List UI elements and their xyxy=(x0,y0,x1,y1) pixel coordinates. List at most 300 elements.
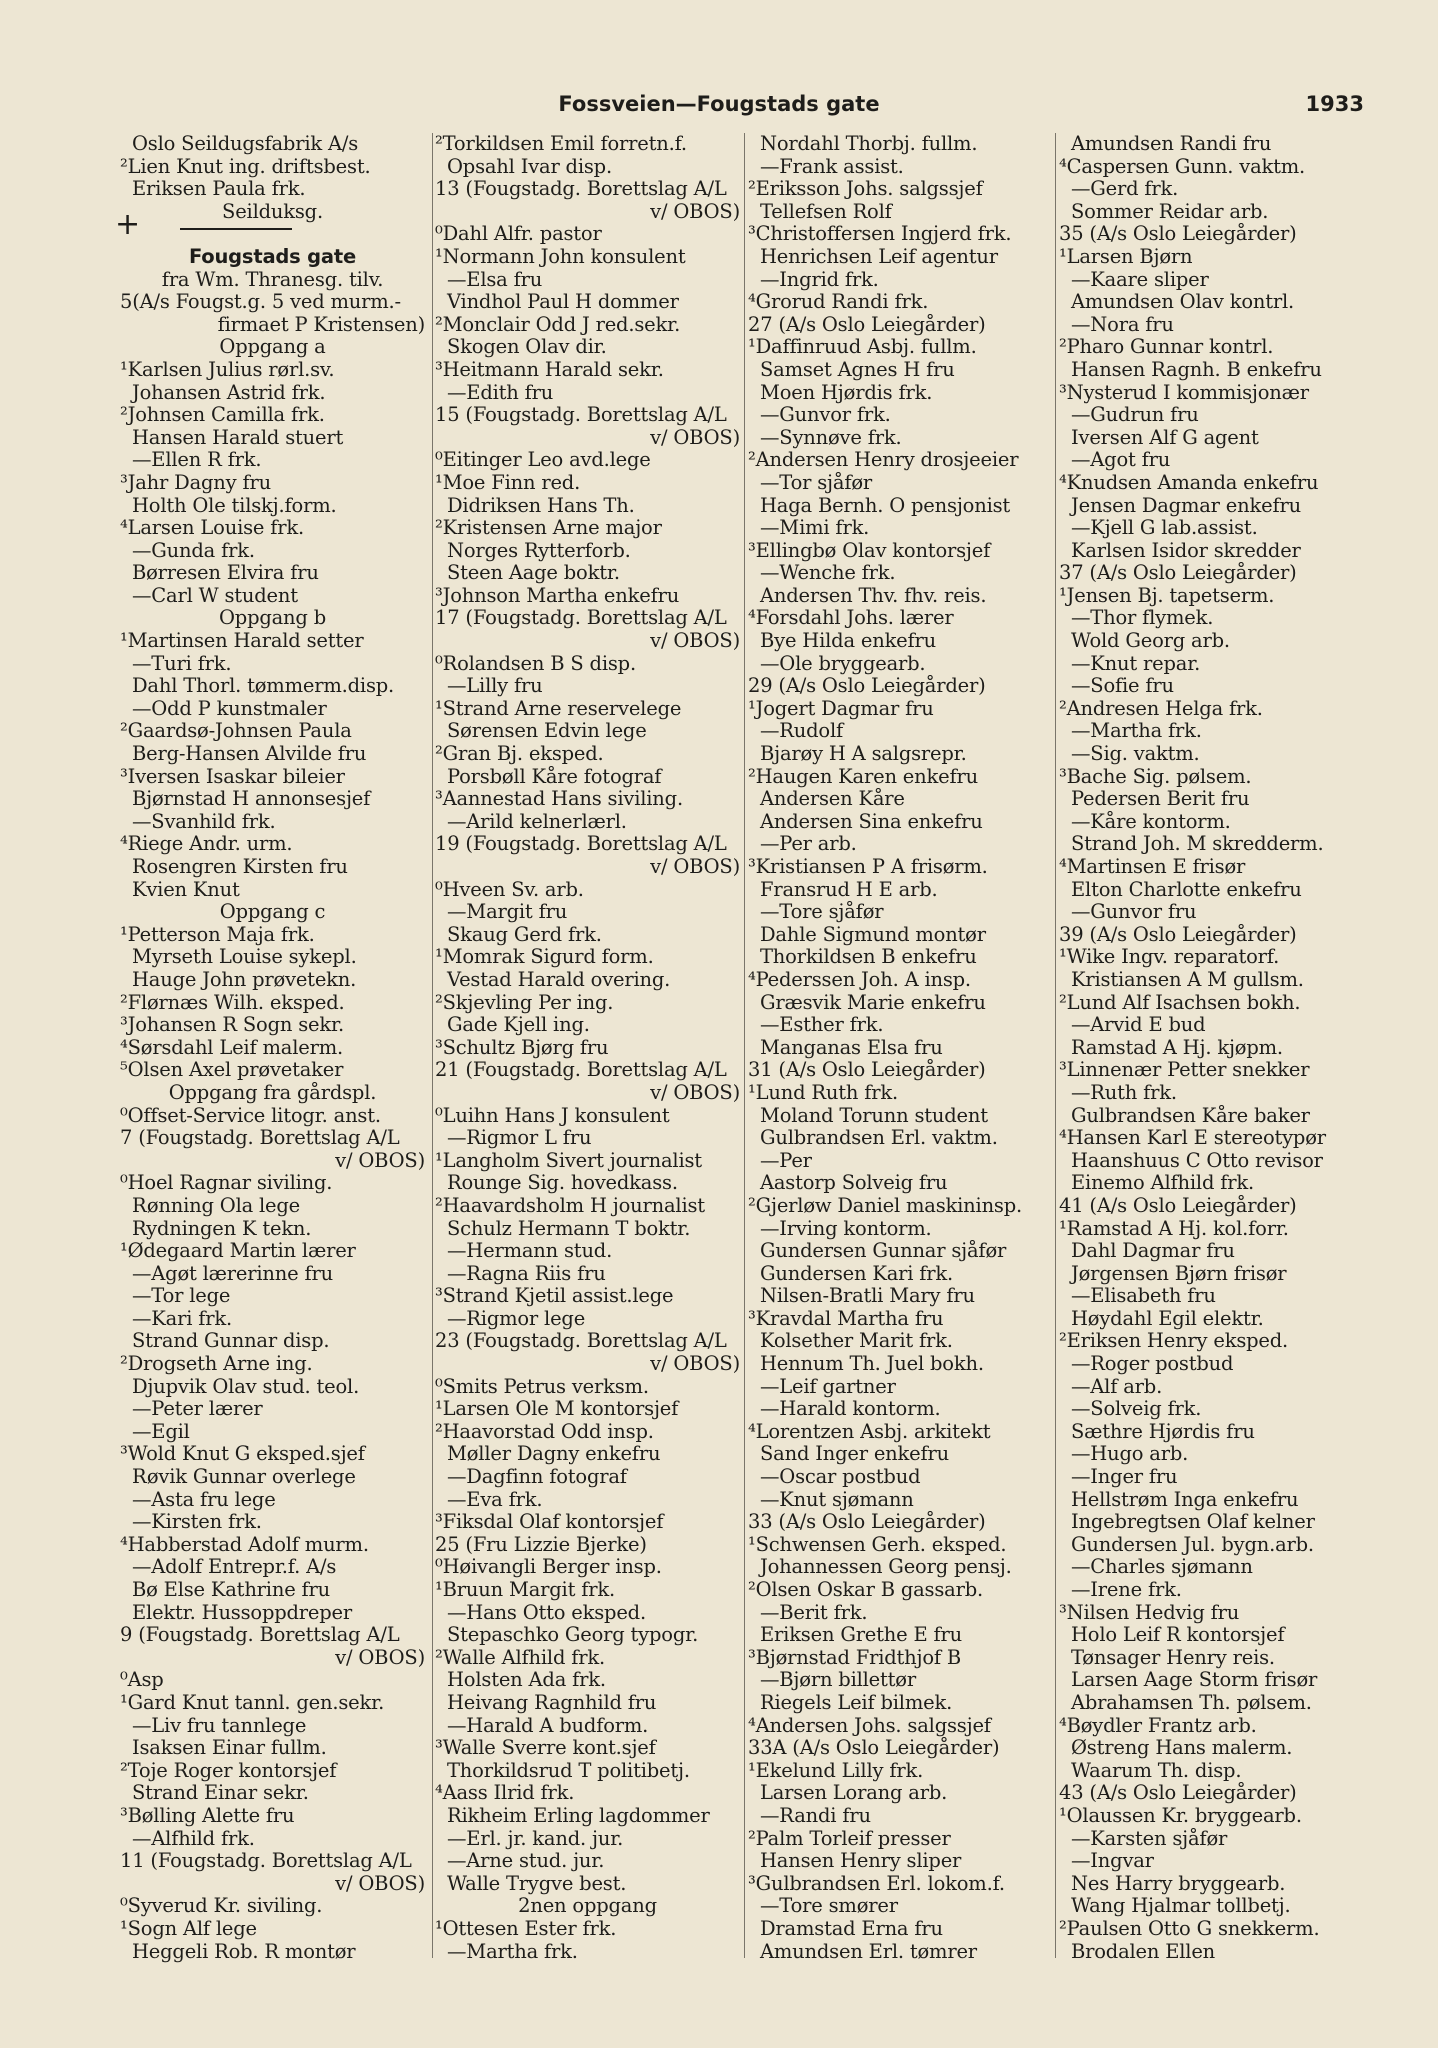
directory-entry: —Martha frk. xyxy=(1071,720,1202,743)
directory-entry: —Ingvar xyxy=(1071,1850,1154,1873)
directory-entry: Gade Kjell ing. xyxy=(447,1014,590,1037)
directory-entry: ³Fiksdal Olaf kontorsjef xyxy=(435,1511,664,1534)
directory-entry: —Martha frk. xyxy=(447,1940,578,1963)
directory-entry: —Per arb. xyxy=(760,833,857,856)
directory-entry: —Rudolf xyxy=(760,720,844,743)
directory-entry: —Charles sjømann xyxy=(1071,1556,1253,1579)
directory-entry: —Mimi frk. xyxy=(760,517,870,540)
directory-entry: 17 (Fougstadg. Borettslag A/L xyxy=(435,607,727,630)
directory-entry: ²Johnsen Camilla frk. xyxy=(120,404,325,427)
directory-entry: Wold Georg arb. xyxy=(1071,630,1230,653)
directory-entry: Kristiansen A M gullsm. xyxy=(1071,968,1304,991)
directory-entry: ⁰Hoel Ragnar siviling. xyxy=(120,1172,333,1195)
directory-entry: Haga Bernh. O pensjonist xyxy=(760,494,1011,517)
directory-entry: ³Johnson Martha enkefru xyxy=(435,584,680,607)
directory-entry: Strand Gunnar disp. xyxy=(132,1330,330,1353)
directory-entry: Hellstrøm Inga enkefru xyxy=(1071,1488,1299,1511)
directory-entry: ⁰Dahl Alfr. pastor xyxy=(435,223,602,246)
directory-entry: —Svanhild frk. xyxy=(132,810,276,833)
directory-entry: ⁴Andersen Johs. salgssjef xyxy=(748,1714,991,1737)
directory-entry: ⁴Knudsen Amanda enkefru xyxy=(1059,471,1319,494)
directory-entry: Pedersen Berit fru xyxy=(1071,788,1250,811)
directory-entry: 37 (A/s Oslo Leiegårder) xyxy=(1059,562,1297,585)
directory-entry: Bø Else Kathrine fru xyxy=(132,1579,331,1601)
directory-entry: Røvik Gunnar overlege xyxy=(132,1466,356,1489)
directory-entry: ⁴Riege Andr. urm. xyxy=(120,833,293,856)
directory-entry: ²Kristensen Arne major xyxy=(435,517,662,540)
directory-entry: —Turi frk. xyxy=(132,652,232,675)
directory-entry: Moen Hjørdis frk. xyxy=(760,381,933,404)
directory-entry: v/ OBOS) xyxy=(650,1353,740,1376)
directory-entry: ²Haavorstad Odd insp. xyxy=(435,1420,654,1443)
directory-entry: ³Gulbrandsen Erl. lokom.f. xyxy=(748,1872,1005,1895)
directory-entry: Manganas Elsa fru xyxy=(760,1036,943,1059)
directory-entry: ¹Bruun Margit frk. xyxy=(435,1579,615,1601)
directory-entry: —Gudrun fru xyxy=(1071,404,1199,427)
directory-entry: Tønsager Henry reis. xyxy=(1071,1646,1275,1669)
directory-entry: Rosengren Kirsten fru xyxy=(132,856,348,878)
directory-entry: ¹Larsen Ole M kontorsjef xyxy=(435,1398,679,1421)
directory-column-2 xyxy=(435,133,740,1963)
directory-entry: —Gerd frk. xyxy=(1071,178,1179,201)
directory-entry: —Berit frk. xyxy=(760,1601,868,1624)
directory-entry: Thorkildsen B enkefru xyxy=(760,946,977,969)
directory-entry: ⁴Sørsdahl Leif malerm. xyxy=(120,1036,343,1059)
directory-entry: —Knut repar. xyxy=(1071,652,1201,675)
directory-entry: —Ingrid frk. xyxy=(760,268,879,291)
directory-entry: ³Strand Kjetil assist.lege xyxy=(435,1285,674,1308)
directory-entry: Larsen Aage Storm frisør xyxy=(1071,1669,1318,1692)
directory-entry: —Irving kontorm. xyxy=(760,1217,932,1240)
directory-entry: ³Aannestad Hans siviling. xyxy=(435,788,683,811)
directory-entry: ¹Martinsen Harald setter xyxy=(120,630,364,653)
directory-entry: ⁰Rolandsen B S disp. xyxy=(435,652,636,675)
directory-entry: ¹Gard Knut tannl. gen.sekr. xyxy=(120,1691,385,1714)
directory-column-1 xyxy=(120,133,425,1963)
directory-entry: Iversen Alf G agent xyxy=(1071,426,1259,449)
section-heading: Fougstads gate xyxy=(188,245,357,268)
directory-entry: v/ OBOS) xyxy=(650,426,740,449)
directory-entry: ³Bache Sig. pølsem. xyxy=(1059,765,1252,788)
directory-entry: Rønning Ola lege xyxy=(132,1194,301,1217)
directory-entry: ⁴Caspersen Gunn. vaktm. xyxy=(1059,155,1306,178)
directory-entry: Hansen Harald stuert xyxy=(132,426,344,449)
directory-entry: —Hermann stud. xyxy=(447,1240,613,1263)
directory-entry: Dahle Sigmund montør xyxy=(760,923,986,946)
directory-entry: Fransrud H E arb. xyxy=(760,878,938,901)
directory-entry: ³Johansen R Sogn sekr. xyxy=(120,1014,344,1037)
directory-entry: Kvien Knut xyxy=(132,878,240,901)
directory-entry: ¹Normann John konsulent xyxy=(435,245,686,268)
directory-entry: —Erl. jr. kand. jur. xyxy=(447,1827,624,1850)
directory-entry: Johannessen Georg pensj. xyxy=(760,1556,1012,1579)
directory-entry: ⁵Olsen Axel prøvetaker xyxy=(120,1059,344,1082)
directory-entry: ²Lund Alf Isachsen bokh. xyxy=(1059,991,1301,1014)
column-divider xyxy=(1055,133,1056,1958)
directory-entry: ³Bjørnstad Fridthjof B xyxy=(748,1646,962,1669)
directory-entry: —Synnøve frk. xyxy=(760,426,902,449)
directory-entry: Norges Rytterforb. xyxy=(447,539,631,562)
directory-entry: Schulz Hermann T boktr. xyxy=(447,1217,691,1240)
directory-entry: —Irene frk. xyxy=(1071,1579,1182,1601)
directory-entry: —Ellen R frk. xyxy=(132,449,262,472)
directory-entry: Vindhol Paul H dommer xyxy=(447,291,679,314)
directory-entry: Gundersen Kari frk. xyxy=(760,1262,954,1285)
directory-entry: Gulbrandsen Erl. vaktm. xyxy=(760,1127,998,1150)
directory-entry: 5(A/s Fougst.g. 5 ved murm.- xyxy=(120,291,401,314)
directory-entry: 11 (Fougstadg. Borettslag A/L xyxy=(120,1850,412,1873)
directory-entry: ²Gjerløw Daniel maskininsp. xyxy=(748,1194,1023,1217)
directory-entry: Karlsen Isidor skredder xyxy=(1071,539,1301,562)
directory-entry: Ramstad A Hj. kjøpm. xyxy=(1071,1036,1283,1059)
directory-entry: —Agot fru xyxy=(1071,449,1171,472)
directory-entry: Kolsether Marit frk. xyxy=(760,1330,953,1353)
directory-entry: —Nora fru xyxy=(1071,313,1174,336)
directory-entry: Waarum Th. disp. xyxy=(1071,1759,1242,1782)
directory-entry: ⁴Hansen Karl E stereotypør xyxy=(1059,1127,1326,1150)
directory-entry: —Arvid E bud xyxy=(1071,1014,1206,1037)
directory-entry: ⁴Larsen Louise frk. xyxy=(120,517,305,540)
directory-entry: —Roger postbud xyxy=(1071,1353,1234,1376)
directory-entry: —Ole bryggearb. xyxy=(760,652,926,675)
directory-entry: Andersen Sina enkefru xyxy=(760,810,983,833)
directory-entry: ²Skjevling Per ing. xyxy=(435,991,614,1014)
directory-entry: Skaug Gerd frk. xyxy=(447,923,602,946)
directory-entry: ¹Ødegaard Martin lærer xyxy=(120,1240,356,1263)
directory-entry: —Kaare sliper xyxy=(1071,268,1209,291)
directory-entry: ¹Ottesen Ester frk. xyxy=(435,1917,617,1940)
directory-entry: Berg-Hansen Alvilde fru xyxy=(132,743,367,766)
directory-entry: ³Nysterud I kommisjonær xyxy=(1059,381,1309,404)
directory-entry: ⁴Forsdahl Johs. lærer xyxy=(748,607,954,630)
directory-entry: ²Gaardsø-Johnsen Paula xyxy=(120,720,352,743)
column-divider xyxy=(432,133,433,1958)
directory-entry: Thorkildsrud T politibetj. xyxy=(447,1759,690,1782)
directory-entry: ¹Strand Arne reservelege xyxy=(435,697,682,720)
directory-entry: Brodalen Ellen xyxy=(1071,1940,1216,1963)
directory-entry: ³Bølling Alette fru xyxy=(120,1804,295,1827)
directory-entry: —Carl W student xyxy=(132,584,298,607)
directory-entry: —Sofie fru xyxy=(1071,675,1174,698)
directory-entry: Elektr. Hussoppdreper xyxy=(132,1601,353,1624)
directory-entry: ¹Wike Ingv. reparatorf. xyxy=(1059,946,1280,969)
directory-entry: Oppgang b xyxy=(219,607,326,630)
directory-entry: 39 (A/s Oslo Leiegårder) xyxy=(1059,923,1297,946)
directory-entry: ²Haugen Karen enkefru xyxy=(748,765,978,788)
directory-entry: —Tor sjåfør xyxy=(760,471,873,494)
directory-entry: 25 (Fru Lizzie Bjerke) xyxy=(435,1533,647,1556)
directory-entry: ¹Ramstad A Hj. kol.forr. xyxy=(1059,1217,1289,1240)
directory-entry: Aastorp Solveig fru xyxy=(760,1172,948,1195)
directory-entry: —Ragna Riis fru xyxy=(447,1262,606,1285)
directory-entry: Larsen Lorang arb. xyxy=(760,1782,948,1805)
directory-entry: Stepaschko Georg typogr. xyxy=(447,1624,699,1647)
directory-entry: Oslo Seildugsfabrik A/s xyxy=(132,133,359,155)
directory-entry: —Harald A budform. xyxy=(447,1714,649,1737)
directory-entry: —Harald kontorm. xyxy=(760,1398,941,1421)
directory-entry: ¹Lund Ruth frk. xyxy=(748,1081,898,1104)
directory-entry: Myrseth Louise sykepl. xyxy=(132,946,357,969)
directory-entry: —Alf arb. xyxy=(1071,1375,1163,1398)
directory-entry: —Knut sjømann xyxy=(760,1488,914,1511)
directory-entry: ¹Sogn Alf lege xyxy=(120,1917,257,1940)
directory-entry: ⁴Lorentzen Asbj. arkitekt xyxy=(748,1420,991,1443)
directory-entry: Abrahamsen Th. pølsem. xyxy=(1071,1691,1312,1714)
directory-entry: Amundsen Randi fru xyxy=(1071,133,1272,155)
directory-entry: Græsvik Marie enkefru xyxy=(760,991,986,1014)
directory-entry: Ingebregtsen Olaf kelner xyxy=(1071,1511,1315,1534)
directory-entry: Hansen Henry sliper xyxy=(760,1850,962,1873)
directory-entry: —Margit fru xyxy=(447,901,568,924)
directory-entry: Holth Ole tilskj.form. xyxy=(132,494,337,517)
directory-entry: Heggeli Rob. R montør xyxy=(132,1940,356,1963)
directory-entry: ²Andersen Henry drosjeeier xyxy=(748,449,1019,472)
directory-entry: fra Wm. Thranesg. tilv. xyxy=(161,268,384,291)
directory-entry: ²Flørnæs Wilh. eksped. xyxy=(120,991,345,1014)
directory-entry: —Gunda frk. xyxy=(132,539,255,562)
directory-entry: —Rigmor lege xyxy=(447,1307,586,1330)
directory-entry: Sæthre Hjørdis fru xyxy=(1071,1420,1255,1443)
directory-entry: ⁴Martinsen E frisør xyxy=(1059,856,1246,878)
directory-entry: Vestad Harald overing. xyxy=(447,968,671,991)
directory-entry: ¹Jensen Bj. tapetserm. xyxy=(1059,584,1275,607)
directory-entry: v/ OBOS) xyxy=(335,1872,425,1895)
directory-entry: 23 (Fougstadg. Borettslag A/L xyxy=(435,1330,727,1353)
directory-entry: Sommer Reidar arb. xyxy=(1071,200,1269,223)
directory-entry: Isaksen Einar fullm. xyxy=(132,1737,327,1760)
directory-entry: Rydningen K tekn. xyxy=(132,1217,312,1240)
directory-entry: Dahl Thorl. tømmerm.disp. xyxy=(132,675,395,698)
directory-entry: 29 (A/s Oslo Leiegårder) xyxy=(748,675,986,698)
directory-entry: —Gunvor frk. xyxy=(760,404,891,427)
directory-entry: ¹Langholm Sivert journalist xyxy=(435,1149,702,1172)
directory-entry: ³Christoffersen Ingjerd frk. xyxy=(748,223,1012,246)
directory-entry: Didriksen Hans Th. xyxy=(447,494,635,517)
directory-entry: Andersen Kåre xyxy=(760,788,905,811)
directory-entry: —Odd P kunstmaler xyxy=(132,697,327,720)
directory-entry: Hennum Th. Juel bokh. xyxy=(760,1353,984,1376)
directory-entry: Hansen Ragnh. B enkefru xyxy=(1071,358,1322,381)
cross-mark-icon: + xyxy=(115,207,141,242)
directory-entry: ⁰Luihn Hans J konsulent xyxy=(435,1104,670,1127)
column-divider xyxy=(744,133,745,1958)
directory-entry: v/ OBOS) xyxy=(650,200,740,223)
directory-entry: Oppgang fra gårdspl. xyxy=(168,1081,377,1104)
directory-entry: 21 (Fougstadg. Borettslag A/L xyxy=(435,1059,727,1082)
directory-entry: —Agøt lærerinne fru xyxy=(132,1262,333,1285)
directory-entry: ²Pharo Gunnar kontrl. xyxy=(1059,336,1274,359)
directory-entry: —Sig. vaktm. xyxy=(1071,743,1200,766)
directory-entry: ²Olsen Oskar B gassarb. xyxy=(748,1579,983,1601)
directory-entry: 31 (A/s Oslo Leiegårder) xyxy=(748,1059,986,1082)
directory-entry: Rounge Sig. hovedkass. xyxy=(447,1172,678,1195)
directory-entry: —Tore smører xyxy=(760,1895,898,1918)
page-number: 1933 xyxy=(1305,92,1364,116)
directory-entry: Djupvik Olav stud. teol. xyxy=(132,1375,360,1398)
directory-entry: —Arne stud. jur. xyxy=(447,1850,605,1873)
directory-entry: —Esther frk. xyxy=(760,1014,884,1037)
directory-entry: Riegels Leif bilmek. xyxy=(760,1691,953,1714)
page-title: Fossveien—Fougstads gate xyxy=(558,92,880,116)
directory-entry: —Hugo arb. xyxy=(1071,1443,1189,1466)
directory-entry: —Leif gartner xyxy=(760,1375,896,1398)
directory-entry: Rikheim Erling lagdommer xyxy=(447,1804,710,1827)
directory-entry: ²Eriksen Henry eksped. xyxy=(1059,1330,1289,1353)
directory-entry: Gundersen Jul. bygn.arb. xyxy=(1071,1533,1314,1556)
directory-entry: —Kari frk. xyxy=(132,1307,233,1330)
directory-entry: Nes Harry bryggearb. xyxy=(1071,1872,1286,1895)
directory-entry: Sand Inger enkefru xyxy=(760,1443,949,1466)
directory-entry: ¹Olaussen Kr. bryggearb. xyxy=(1059,1804,1302,1827)
directory-entry: v/ OBOS) xyxy=(335,1646,425,1669)
directory-entry: Haanshuus C Otto revisor xyxy=(1071,1149,1323,1172)
directory-entry: Nordahl Thorbj. fullm. xyxy=(760,133,978,155)
directory-entry: ⁴Habberstad Adolf murm. xyxy=(120,1533,369,1556)
directory-entry: ³Nilsen Hedvig fru xyxy=(1059,1601,1240,1624)
directory-entry: Opsahl Ivar disp. xyxy=(447,155,612,178)
directory-entry: ⁰Asp xyxy=(120,1669,164,1692)
directory-entry: 2nen oppgang xyxy=(518,1895,657,1918)
directory-entry: ¹Momrak Sigurd form. xyxy=(435,946,654,969)
directory-entry: ¹Larsen Bjørn xyxy=(1059,245,1193,268)
directory-entry: Dahl Dagmar fru xyxy=(1071,1240,1235,1263)
directory-entry: ³Linnenær Petter snekker xyxy=(1059,1059,1310,1082)
directory-entry: ⁰Smits Petrus verksm. xyxy=(435,1375,649,1398)
directory-entry: ³Wold Knut G eksped.sjef xyxy=(120,1443,365,1466)
directory-entry: —Eva frk. xyxy=(447,1488,543,1511)
directory-entry: 41 (A/s Oslo Leiegårder) xyxy=(1059,1194,1297,1217)
directory-entry: Jensen Dagmar enkefru xyxy=(1071,494,1301,517)
directory-entry: —Thor flymek. xyxy=(1071,607,1214,630)
directory-entry: —Hans Otto eksped. xyxy=(447,1601,646,1624)
directory-entry: —Oscar postbud xyxy=(760,1466,921,1489)
directory-entry: —Kjell G lab.assist. xyxy=(1071,517,1258,540)
directory-entry: Elton Charlotte enkefru xyxy=(1071,878,1302,901)
directory-entry: Børresen Elvira fru xyxy=(132,562,319,585)
directory-entry: Holo Leif R kontorsjef xyxy=(1071,1624,1285,1647)
directory-entry: Østreng Hans malerm. xyxy=(1071,1737,1293,1760)
directory-entry: ¹Jogert Dagmar fru xyxy=(748,697,934,720)
directory-entry: v/ OBOS) xyxy=(650,630,740,653)
directory-entry: Hauge John prøvetekn. xyxy=(132,968,357,991)
directory-entry: Holsten Ada frk. xyxy=(447,1669,606,1692)
directory-entry: Heivang Ragnhild fru xyxy=(447,1691,657,1714)
directory-entry: —Elisabeth fru xyxy=(1071,1285,1216,1308)
directory-entry: —Asta fru lege xyxy=(132,1488,276,1511)
directory-entry: —Kåre kontorm. xyxy=(1071,810,1231,833)
directory-entry: 9 (Fougstadg. Borettslag A/L xyxy=(120,1624,400,1647)
directory-entry: ¹Petterson Maja frk. xyxy=(120,923,315,946)
directory-entry: ³Walle Sverre kont.sjef xyxy=(435,1737,656,1760)
directory-entry: ³Kravdal Martha fru xyxy=(748,1307,944,1330)
directory-entry: ³Schultz Bjørg fru xyxy=(435,1036,609,1059)
directory-entry: Oppgang a xyxy=(219,336,326,359)
directory-entry: Nilsen-Bratli Mary fru xyxy=(760,1285,975,1308)
directory-entry: —Arild kelnerlærl. xyxy=(447,810,627,833)
directory-entry: 43 (A/s Oslo Leiegårder) xyxy=(1059,1782,1297,1805)
directory-entry: ¹Schwensen Gerh. eksped. xyxy=(748,1533,1007,1556)
directory-entry: Eriksen Paula frk. xyxy=(132,178,306,201)
directory-entry: ³Iversen Isaskar bileier xyxy=(120,765,345,788)
directory-entry: Skogen Olav dir. xyxy=(447,336,607,359)
directory-entry: ²Paulsen Otto G snekkerm. xyxy=(1059,1917,1320,1940)
directory-entry: Strand Joh. M skredderm. xyxy=(1071,833,1324,856)
directory-entry: ²Haavardsholm H journalist xyxy=(435,1194,705,1217)
directory-entry: ⁴Pederssen Joh. A insp. xyxy=(748,968,971,991)
directory-entry: Bjørnstad H annonsesjef xyxy=(132,788,371,811)
directory-entry: Johansen Astrid frk. xyxy=(132,381,326,404)
directory-entry: ²Toje Roger kontorsjef xyxy=(120,1759,337,1782)
directory-entry: Wang Hjalmar tollbetj. xyxy=(1071,1895,1291,1918)
directory-entry: —Karsten sjåfør xyxy=(1071,1827,1228,1850)
directory-entry: ³Heitmann Harald sekr. xyxy=(435,358,664,381)
directory-entry: ⁴Aass Ilrid frk. xyxy=(435,1782,575,1805)
directory-entry: —Rigmor L fru xyxy=(447,1127,592,1150)
directory-entry: 27 (A/s Oslo Leiegårder) xyxy=(748,313,986,336)
directory-entry: —Frank assist. xyxy=(760,155,904,178)
directory-entry: ²Torkildsen Emil forretn.f. xyxy=(435,133,687,155)
directory-column-4 xyxy=(1059,133,1364,1963)
directory-entry: Walle Trygve best. xyxy=(447,1872,627,1895)
directory-entry: 19 (Fougstadg. Borettslag A/L xyxy=(435,833,727,856)
directory-entry: —Randi fru xyxy=(760,1804,871,1827)
directory-entry: Einemo Alfhild frk. xyxy=(1071,1172,1255,1195)
directory-entry: —Per xyxy=(760,1149,812,1172)
directory-entry: Tellefsen Rolf xyxy=(760,200,892,223)
directory-entry: Bye Hilda enkefru xyxy=(760,630,937,653)
directory-entry: Steen Aage boktr. xyxy=(447,562,620,585)
directory-entry: Samset Agnes H fru xyxy=(760,358,955,381)
directory-entry: Porsbøll Kåre fotograf xyxy=(447,765,662,788)
directory-entry: ²Eriksson Johs. salgssjef xyxy=(748,178,983,201)
directory-entry: 35 (A/s Oslo Leiegårder) xyxy=(1059,223,1297,246)
directory-entry: ¹Moe Finn red. xyxy=(435,471,581,494)
directory-entry: Andersen Thv. fhv. reis. xyxy=(760,584,987,607)
directory-entry: ²Andresen Helga frk. xyxy=(1059,697,1263,720)
directory-entry: ²Lien Knut ing. driftsbest. xyxy=(120,155,371,178)
directory-entry: 13 (Fougstadg. Borettslag A/L xyxy=(435,178,727,201)
directory-column-3 xyxy=(748,133,1053,1963)
directory-entry: Sørensen Edvin lege xyxy=(447,720,647,743)
directory-entry: —Ruth frk. xyxy=(1071,1081,1177,1104)
directory-entry: Moland Torunn student xyxy=(760,1104,988,1127)
directory-entry: —Tore sjåfør xyxy=(760,901,884,924)
directory-entry: Eriksen Grethe E fru xyxy=(760,1624,963,1647)
directory-entry: ³Kristiansen P A frisørm. xyxy=(748,856,988,878)
directory-entry: ²Monclair Odd J red.sekr. xyxy=(435,313,681,336)
directory-entry: ²Palm Torleif presser xyxy=(748,1827,951,1850)
directory-entry: ¹Ekelund Lilly frk. xyxy=(748,1759,924,1782)
directory-entry: ⁴Bøydler Frantz arb. xyxy=(1059,1714,1257,1737)
directory-entry: Henrichsen Leif agentur xyxy=(760,245,998,268)
directory-entry: Høydahl Egil elektr. xyxy=(1071,1307,1264,1330)
directory-entry: Seilduksg. xyxy=(222,200,323,223)
directory-entry: —Peter lærer xyxy=(132,1398,263,1421)
directory-entry: —Kirsten frk. xyxy=(132,1511,262,1534)
directory-entry: 15 (Fougstadg. Borettslag A/L xyxy=(435,404,727,427)
directory-entry: 33 (A/s Oslo Leiegårder) xyxy=(748,1511,986,1534)
directory-entry: ²Drogseth Arne ing. xyxy=(120,1353,313,1376)
directory-entry: ⁰Høivangli Berger insp. xyxy=(435,1556,662,1579)
directory-entry: —Inger fru xyxy=(1071,1466,1178,1489)
directory-entry: Jørgensen Bjørn frisør xyxy=(1071,1262,1287,1285)
directory-entry: ¹Karlsen Julius rørl.sv. xyxy=(120,358,335,381)
directory-entry: ⁰Hveen Sv. arb. xyxy=(435,878,584,901)
directory-entry: —Alfhild frk. xyxy=(132,1827,255,1850)
directory-entry: Amundsen Erl. tømrer xyxy=(760,1940,977,1963)
directory-entry: v/ OBOS) xyxy=(650,1081,740,1104)
directory-entry: ²Walle Alfhild frk. xyxy=(435,1646,606,1669)
